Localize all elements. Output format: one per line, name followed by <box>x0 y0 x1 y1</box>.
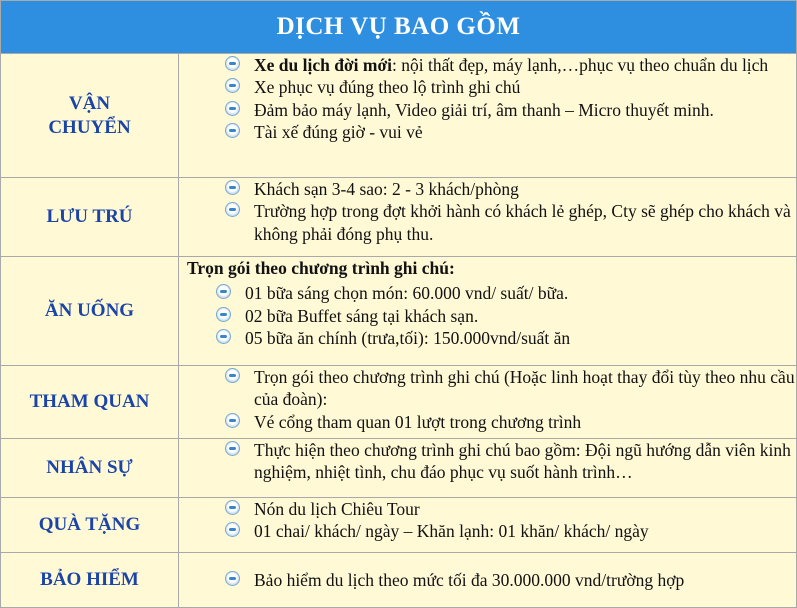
meals-lead-text: Trọn gói theo chương trình ghi chú: <box>187 258 455 278</box>
category-insurance: BẢO HIỂM <box>1 553 179 608</box>
row-accommodation <box>1 178 797 257</box>
row-sightseeing <box>1 366 797 439</box>
chieu-tour-logo-icon <box>216 284 231 299</box>
list-item <box>179 411 796 433</box>
category-meals: ĂN UỐNG <box>1 257 179 366</box>
gifts-details <box>179 498 797 553</box>
category-staff: NHÂN SỰ <box>1 439 179 498</box>
chieu-tour-logo-icon <box>225 571 240 586</box>
chieu-tour-logo-icon <box>225 522 240 537</box>
item-text: Khách sạn 3-4 sao: 2 - 3 khách/phòng <box>254 179 519 199</box>
chieu-tour-logo-icon <box>216 307 231 322</box>
item-text: 01 bữa sáng chọn món: 60.000 vnd/ suất/ bữa. <box>245 283 569 304</box>
list-item <box>179 498 796 520</box>
list-item <box>179 178 796 200</box>
chieu-tour-logo-icon <box>225 78 240 93</box>
staff-details <box>179 439 797 498</box>
item-text: Tài xế đúng giờ - vui vẻ <box>254 122 423 143</box>
list-item <box>179 520 796 542</box>
sightseeing-details <box>179 366 797 439</box>
item-text: Trọn gói theo chương trình ghi chú (Hoặc linh hoạt thay đổi tùy theo nhu cầu của đoàn): <box>254 367 795 410</box>
item-text: Thực hiện theo chương trình ghi chú bao gồm: Đội ngũ hướng dẫn viên kinh nghiệm, nhiệt tình, chu đáo phục vụ suốt hành trình… <box>254 440 791 483</box>
meals-details <box>179 257 797 366</box>
row-insurance <box>1 553 797 608</box>
category-transport-line2: CHUYỂN <box>48 116 131 138</box>
chieu-tour-logo-icon <box>225 56 240 71</box>
item-text: Vé cổng tham quan 01 lượt trong chương trình <box>254 411 582 432</box>
transport-details <box>179 54 797 178</box>
list-item <box>179 54 796 76</box>
list-item <box>179 99 796 121</box>
row-gifts <box>1 498 797 553</box>
list-item <box>179 366 796 411</box>
table-title: DỊCH VỤ BAO GỒM <box>1 1 797 54</box>
item-text: Đảm bảo máy lạnh, Video giải trí, âm thanh – Micro thuyết minh. <box>254 99 714 120</box>
chieu-tour-logo-icon <box>225 123 240 138</box>
chieu-tour-logo-icon <box>225 202 240 217</box>
row-meals <box>1 257 797 366</box>
list-item <box>179 76 796 98</box>
list-item <box>179 327 796 349</box>
accommodation-details <box>179 178 797 257</box>
chieu-tour-logo-icon <box>225 441 240 456</box>
list-item <box>179 569 796 591</box>
item-text: 02 bữa Buffet sáng tại khách sạn. <box>245 305 479 326</box>
list-item <box>179 305 796 327</box>
insurance-details <box>179 553 797 608</box>
list-item <box>179 200 796 245</box>
item-text: : nội thất đẹp, máy lạnh,…phục vụ theo chuẩn du lịch <box>392 55 769 75</box>
list-item <box>179 282 796 304</box>
item-text: 05 bữa ăn chính (trưa,tối): 150.000vnd/suất ăn <box>245 328 571 349</box>
row-transport <box>1 54 797 178</box>
category-sightseeing: THAM QUAN <box>1 366 179 439</box>
chieu-tour-logo-icon <box>225 500 240 515</box>
item-text: 01 chai/ khách/ ngày – Khăn lạnh: 01 khăn/ khách/ ngày <box>254 521 649 542</box>
category-transport <box>1 54 179 178</box>
chieu-tour-logo-icon <box>216 329 231 344</box>
list-item <box>179 439 796 484</box>
item-text: Bảo hiểm du lịch theo mức tối đa 30.000.000 vnd/trường hợp <box>254 569 685 590</box>
list-item <box>179 121 796 143</box>
chieu-tour-logo-icon <box>225 180 240 195</box>
chieu-tour-logo-icon <box>225 368 240 383</box>
item-text: Nón du lịch Chiêu Tour <box>254 499 420 519</box>
item-bold-text: Xe du lịch đời mới <box>254 55 393 75</box>
row-staff <box>1 439 797 498</box>
category-gifts: QUÀ TẶNG <box>1 498 179 553</box>
category-accommodation: LƯU TRÚ <box>1 178 179 257</box>
item-text: Xe phục vụ đúng theo lộ trình ghi chú <box>254 77 521 98</box>
category-transport-line1: VẬN <box>68 92 111 114</box>
chieu-tour-logo-icon <box>225 101 240 116</box>
chieu-tour-logo-icon <box>225 413 240 428</box>
item-text: Trường hợp trong đợt khởi hành có khách lẻ ghép, Cty sẽ ghép cho khách và không phải đóng phụ thu. <box>254 201 791 244</box>
